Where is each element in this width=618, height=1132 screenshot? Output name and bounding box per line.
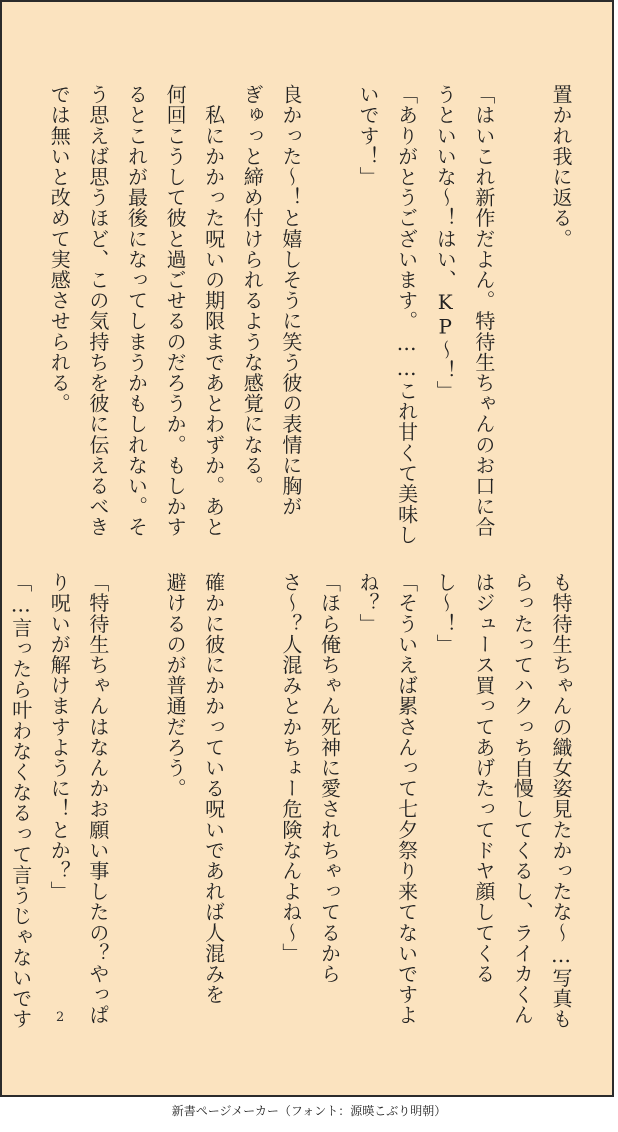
text-line: さ〜？人混みとかちょー危険なんよね〜」 (278, 572, 303, 964)
text-line: はジュース買ってあげたってドヤ顔してくる (471, 572, 496, 984)
text-line: らったってハクっち自慢してくるし、ライカくん (510, 572, 535, 1026)
text-line: 「ありがとうございます。……これ甘くて美味し (394, 84, 419, 546)
text-line: 「特待生ちゃんはなんかお願い事したの？やっぱ (85, 572, 110, 1026)
text-line: 「そういえば累さんって七夕祭り来てないですよ (394, 572, 419, 1026)
generator-credit: 新書ページメーカー（フォント：源暎こぶり明朝） (171, 1104, 447, 1118)
text-line: るとこれが最後になってしまうかもしれない。そ (124, 84, 149, 538)
text-line: 置かれ我に返る。 (549, 84, 573, 249)
page-number: 2 (56, 1010, 65, 1025)
text-line (233, 572, 272, 1002)
text-line: 避けるのが普通だろう。 (163, 572, 188, 799)
text-line: 何回こうして彼と過ごせるのだろうか。もしかす (163, 84, 188, 538)
text-line: いです！」 (356, 84, 381, 187)
text-column-block-top (0, 84, 580, 544)
text-line: 私にかかった呪いの期限まであとわずか。あと (201, 84, 226, 538)
text-line: 確かに彼にかかっている呪いであれば人混みを (201, 572, 226, 1005)
text-line: ぎゅっと締め付けられるような感覚になる。 (240, 84, 265, 496)
text-line: も特待生ちゃんの織女姿見たかったな〜…写真も (549, 572, 573, 1030)
text-line: 良かった〜！と嬉しそうに笑う彼の表情に胸が (278, 84, 303, 517)
text-line (0, 84, 1, 544)
text-line (1, 84, 40, 544)
text-line: では無いと改めて実感させられる。 (47, 84, 72, 414)
text-line (310, 84, 349, 544)
text-line: 「はいこれ新作だよん。特待生ちゃんのお口に合 (471, 84, 496, 538)
text-line: し〜！」 (433, 572, 458, 655)
text-line: り呪いが解けますように！とか？」 (47, 572, 72, 902)
text-line: 「…言ったら叶わなくなるって言うじゃないです (8, 572, 33, 1030)
text-line: ね？」 (356, 572, 381, 634)
text-line (503, 84, 542, 544)
text-line: 「ほら俺ちゃん死神に愛されちゃってるから (317, 572, 342, 984)
text-line (117, 572, 156, 1002)
text-line: う思えば思うほど、この気持ちを彼に伝えるべき (85, 84, 110, 538)
text-line: うといいな〜！はい、KP〜！」 (433, 84, 458, 401)
text-column-block-bottom (0, 572, 580, 1030)
